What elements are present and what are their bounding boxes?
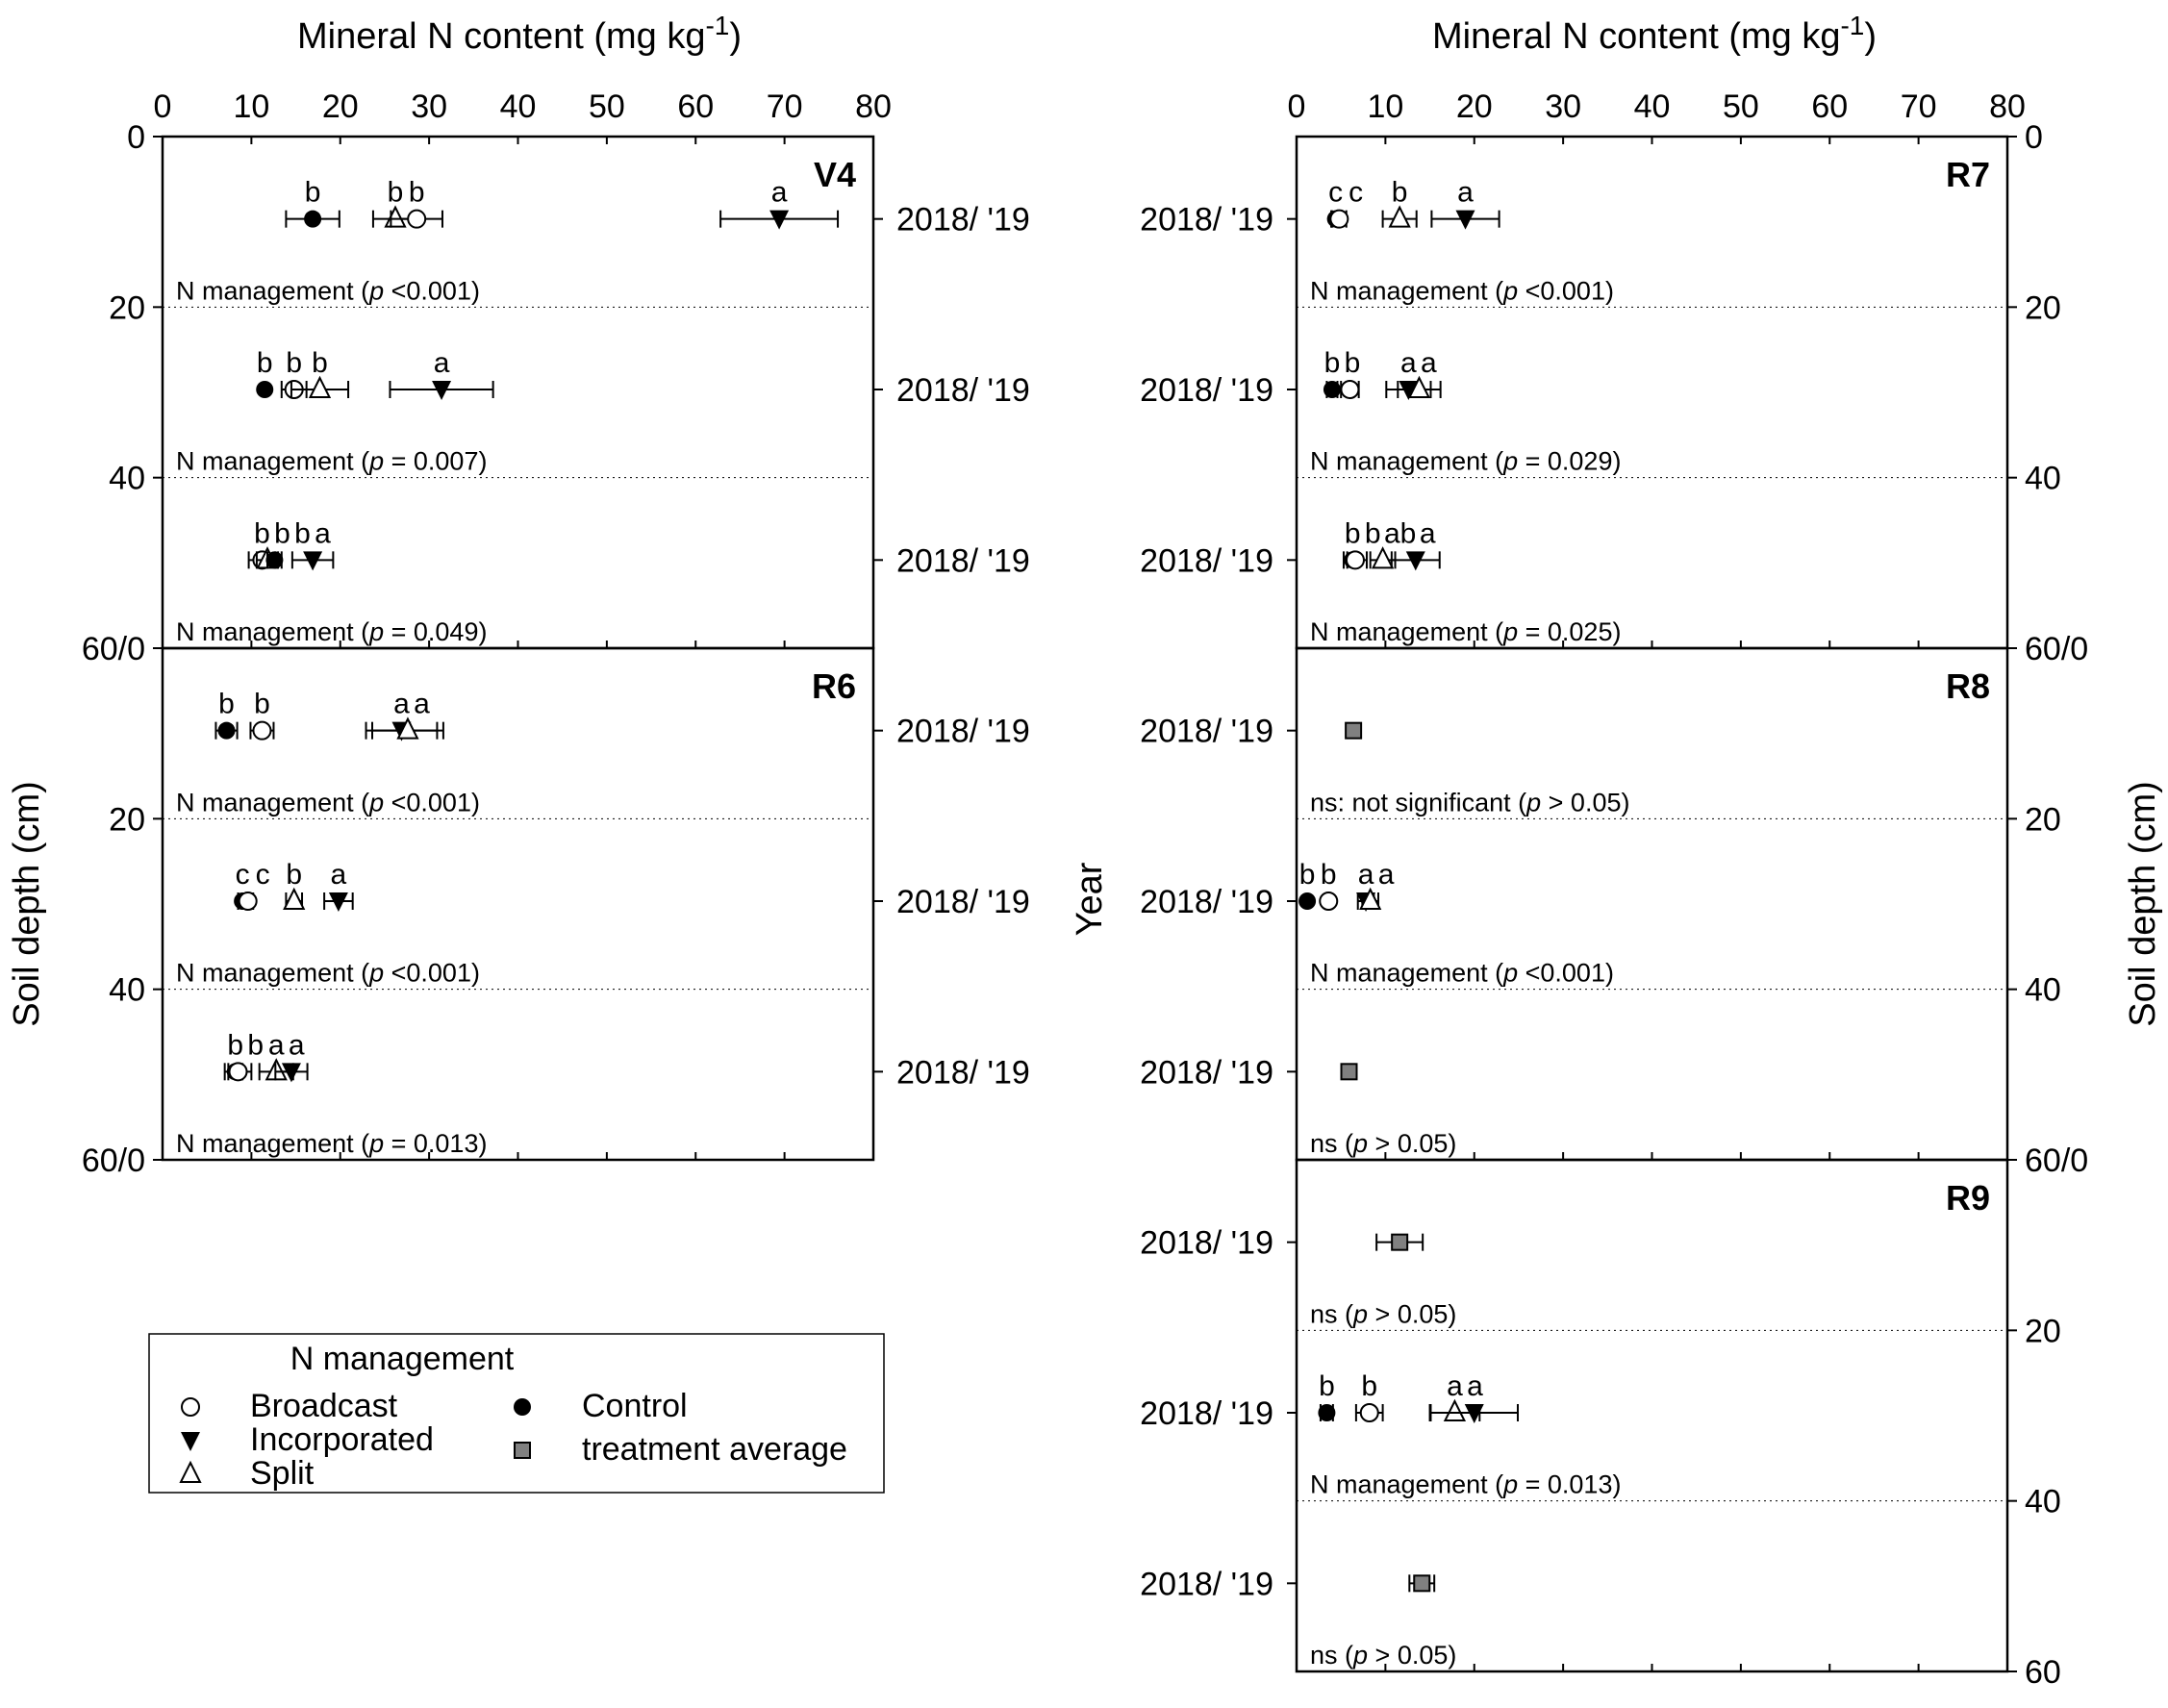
significance-letter: b [1298, 859, 1316, 891]
open-circle-marker [1320, 892, 1337, 910]
year-tick-label: 2018/ '19 [1140, 542, 1273, 580]
square-marker [1346, 723, 1361, 739]
data-point-incorporated [720, 211, 838, 230]
significance-letter: a [393, 688, 410, 720]
y-axis-title-right: Soil depth (cm) [2123, 781, 2163, 1027]
stat-annotation: N management (p = 0.029) [1310, 446, 1622, 476]
significance-letter: a [1447, 1370, 1463, 1402]
square-marker [1392, 1235, 1407, 1250]
x-tick-label: 20 [321, 88, 359, 125]
data-point-incorporated [1430, 1404, 1518, 1423]
x-tick-label: 40 [1633, 88, 1671, 125]
data-point-broadcast [1341, 381, 1358, 398]
stat-annotation: N management (p = 0.013) [1310, 1469, 1622, 1499]
significance-letter: a [433, 347, 450, 379]
filled-circle-marker [1298, 892, 1316, 910]
significance-letter: b [1361, 1370, 1378, 1402]
data-point-incorporated [1392, 551, 1440, 570]
significance-letter: a [330, 859, 347, 891]
depth-tick-label: 20 [2025, 801, 2061, 839]
depth-tick-label: 60 [2025, 1654, 2061, 1691]
x-tick-label: 60 [677, 88, 715, 125]
significance-letter: b [408, 176, 425, 209]
year-tick-label: 2018/ '19 [896, 372, 1030, 409]
data-point-treatment-average [1346, 723, 1361, 739]
significance-letter: b [218, 688, 235, 720]
depth-tick-label: 40 [2025, 460, 2061, 497]
up-triangle-marker [1445, 1401, 1464, 1420]
significance-letter: c [255, 859, 270, 891]
data-point-control [265, 551, 283, 568]
square-marker [515, 1443, 530, 1458]
stat-annotation: ns: not significant (p > 0.05) [1310, 788, 1630, 817]
stat-annotation: ns (p > 0.05) [1310, 1299, 1457, 1329]
x-tick-label: 40 [499, 88, 537, 125]
x-tick-label: 0 [1287, 88, 1306, 125]
year-tick-label: 2018/ '19 [1140, 1395, 1273, 1432]
significance-letter: a [288, 1029, 305, 1062]
panel-label: R7 [1945, 155, 1990, 194]
significance-letter: c [1349, 176, 1364, 209]
data-point-split [285, 890, 304, 910]
significance-letter: a [1377, 859, 1395, 891]
up-triangle-marker [285, 890, 304, 909]
legend-label: Control [582, 1388, 688, 1424]
significance-letter: a [267, 1029, 285, 1062]
year-tick-label: 2018/ '19 [896, 201, 1030, 239]
significance-letter: c [235, 859, 250, 891]
significance-letter: b [1323, 347, 1341, 379]
data-point-control [1323, 381, 1341, 398]
panel-label: V4 [813, 155, 856, 194]
stat-annotation: N management (p = 0.025) [1310, 617, 1622, 646]
data-point-control [1318, 1404, 1335, 1421]
x-tick-label: 80 [1989, 88, 2026, 125]
significance-letter: b [304, 176, 321, 209]
legend-label: Broadcast [250, 1388, 398, 1424]
data-point-broadcast [1330, 211, 1348, 228]
up-triangle-marker [386, 208, 405, 227]
panel-label: R6 [811, 666, 856, 706]
stat-annotation: N management (p = 0.007) [176, 446, 488, 476]
significance-letter: c [1328, 176, 1344, 209]
y-axis-title-left: Soil depth (cm) [7, 781, 47, 1027]
data-point-incorporated [292, 551, 333, 570]
open-circle-marker [1341, 381, 1358, 398]
depth-tick-label: 40 [109, 460, 145, 497]
significance-letter: b [312, 347, 328, 379]
x-tick-label: 30 [1545, 88, 1582, 125]
significance-letter: a [1400, 347, 1417, 379]
data-point-split [372, 719, 443, 740]
square-marker [1414, 1575, 1429, 1591]
data-point-treatment-average [1409, 1574, 1434, 1592]
year-tick-label: 2018/ '19 [896, 713, 1030, 750]
filled-circle-marker [1318, 1404, 1335, 1421]
year-tick-label: 2018/ '19 [1140, 884, 1273, 920]
up-triangle-marker [1390, 208, 1409, 227]
year-tick-label: 2018/ '19 [896, 884, 1030, 920]
panel-r9 [1140, 1160, 2061, 1691]
year-tick-label: 2018/ '19 [896, 1054, 1030, 1092]
x-tick-label: 0 [153, 88, 172, 125]
year-tick-label: 2018/ '19 [1140, 713, 1273, 750]
open-circle-marker [1330, 211, 1348, 228]
significance-letter: b [286, 347, 303, 379]
depth-tick-label: 40 [109, 971, 145, 1009]
x-tick-label: 80 [855, 88, 892, 125]
legend-label: Split [250, 1455, 315, 1492]
panel-r8 [1140, 648, 2088, 1179]
stat-annotation: ns (p > 0.05) [1310, 1641, 1457, 1670]
depth-tick-label: 60/0 [81, 1143, 145, 1179]
x-tick-label: 60 [1811, 88, 1849, 125]
x-tick-label: 70 [766, 88, 803, 125]
x-tick-label: 20 [1455, 88, 1493, 125]
data-point-incorporated [1431, 211, 1499, 230]
depth-tick-label: 20 [2025, 1313, 2061, 1350]
significance-letter: a [414, 688, 430, 720]
depth-tick-label: 0 [127, 119, 145, 156]
legend-title: N management [290, 1341, 515, 1377]
stat-annotation: N management (p <0.001) [1310, 276, 1614, 306]
depth-tick-label: 20 [109, 289, 145, 327]
y-axis-title-year: Year [1070, 862, 1110, 937]
open-circle-marker [253, 722, 270, 740]
depth-tick-label: 60/0 [2025, 1143, 2089, 1179]
x-axis-title-left: Mineral N content (mg $kg^{-1}$) [296, 11, 743, 57]
depth-tick-label: 40 [2025, 1483, 2061, 1520]
significance-letter: b [1320, 859, 1337, 891]
legend-label: treatment average [582, 1431, 847, 1468]
open-circle-marker [408, 211, 425, 228]
filled-circle-marker [265, 551, 283, 568]
year-tick-label: 2018/ '19 [1140, 1566, 1273, 1603]
data-point-control [215, 722, 237, 740]
significance-letter: a [315, 517, 331, 550]
legend-label: Incorporated [250, 1421, 434, 1458]
significance-letter: a [770, 176, 788, 209]
filled-circle-marker [304, 211, 321, 228]
year-tick-label: 2018/ '19 [1140, 372, 1273, 409]
year-tick-label: 2018/ '19 [896, 542, 1030, 580]
significance-letter: ab [1384, 517, 1417, 550]
data-point-broadcast [1356, 1404, 1383, 1421]
panel-r6 [82, 648, 1030, 1179]
up-triangle-marker [311, 378, 330, 397]
open-circle-marker [1361, 1404, 1378, 1421]
significance-letter: a [1419, 517, 1436, 550]
x-tick-label: 30 [411, 88, 448, 125]
depth-tick-label: 60/0 [81, 631, 145, 667]
legend [149, 1334, 884, 1493]
square-marker [1342, 1064, 1357, 1079]
data-point-broadcast [239, 892, 257, 910]
data-point-split [1383, 208, 1417, 228]
depth-tick-label: 0 [2025, 119, 2043, 156]
stat-annotation: N management (p <0.001) [176, 788, 480, 817]
stat-annotation: N management (p = 0.049) [176, 617, 488, 646]
data-point-incorporated [390, 381, 492, 400]
x-tick-label: 50 [1722, 88, 1759, 125]
significance-letter: a [1457, 176, 1474, 209]
x-tick-label: 50 [588, 88, 625, 125]
significance-letter: b [387, 176, 404, 209]
filled-circle-marker [1323, 381, 1341, 398]
x-tick-label: 10 [1367, 88, 1404, 125]
significance-letter: b [247, 1029, 265, 1062]
data-point-treatment-average [1342, 1064, 1357, 1079]
significance-letter: b [286, 859, 303, 891]
significance-letter: b [1364, 517, 1381, 550]
significance-letter: a [1467, 1370, 1483, 1402]
significance-letter: b [1344, 347, 1361, 379]
significance-letter: b [254, 688, 270, 720]
data-point-broadcast [1320, 892, 1337, 910]
data-point-control [286, 211, 339, 228]
significance-letter: b [294, 517, 311, 550]
significance-letter: b [227, 1029, 244, 1062]
data-point-control [256, 381, 273, 398]
significance-letter: b [274, 517, 290, 550]
data-point-incorporated [324, 892, 353, 912]
panel-label: R8 [1945, 666, 1990, 706]
x-axis-title-right: Mineral N content (mg $kg^{-1}$) [1431, 11, 1878, 57]
depth-tick-label: 60/0 [2025, 631, 2089, 667]
open-circle-marker [182, 1398, 199, 1416]
data-point-control [1298, 892, 1316, 910]
panel-r7 [1140, 119, 2088, 667]
up-triangle-marker [1374, 548, 1393, 567]
data-point-broadcast [250, 722, 273, 740]
data-point-treatment-average [1376, 1234, 1423, 1251]
x-tick-label: 10 [233, 88, 270, 125]
stat-annotation: N management (p <0.001) [176, 958, 480, 988]
depth-tick-label: 20 [109, 801, 145, 839]
open-circle-marker [239, 892, 257, 910]
filled-circle-marker [218, 722, 236, 740]
depth-tick-label: 40 [2025, 971, 2061, 1009]
stat-annotation: ns (p > 0.05) [1310, 1129, 1457, 1158]
significance-letter: a [1421, 347, 1437, 379]
significance-letter: b [1391, 176, 1408, 209]
x-tick-label: 70 [1900, 88, 1937, 125]
significance-letter: b [1319, 1370, 1335, 1402]
stat-annotation: N management (p <0.001) [176, 276, 480, 306]
filled-circle-marker [514, 1398, 531, 1416]
year-tick-label: 2018/ '19 [1140, 1054, 1273, 1092]
stat-annotation: N management (p = 0.013) [176, 1129, 488, 1158]
significance-letter: b [254, 517, 270, 550]
significance-letter: b [1344, 517, 1361, 550]
year-tick-label: 2018/ '19 [1140, 201, 1273, 239]
year-tick-label: 2018/ '19 [1140, 1224, 1273, 1262]
filled-circle-marker [256, 381, 273, 398]
panel-v4 [82, 119, 1030, 667]
significance-letter: b [256, 347, 273, 379]
panel-label: R9 [1945, 1178, 1990, 1218]
open-circle-marker [230, 1063, 247, 1080]
stat-annotation: N management (p <0.001) [1310, 958, 1614, 988]
depth-tick-label: 20 [2025, 289, 2061, 327]
significance-letter: a [1357, 859, 1374, 891]
open-circle-marker [1347, 551, 1364, 568]
